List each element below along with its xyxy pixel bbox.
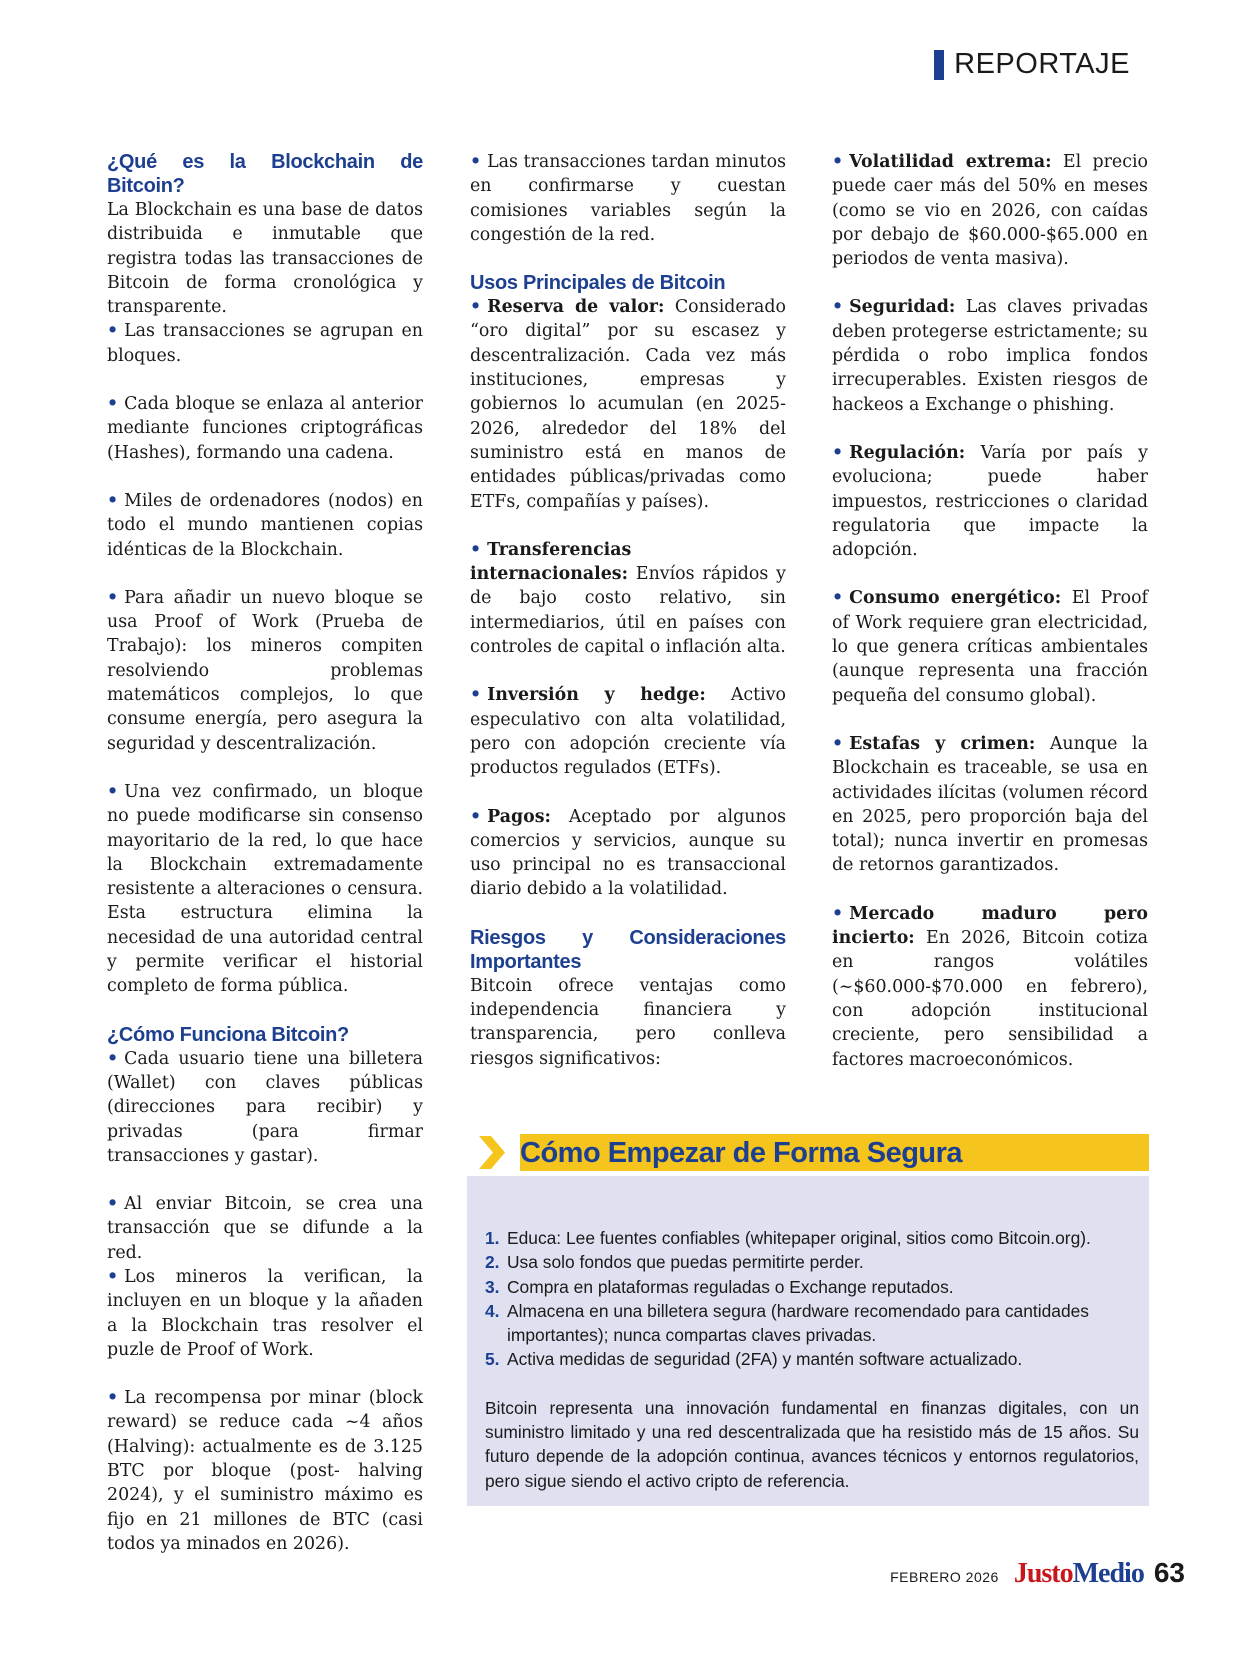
section-tag-bar: [934, 50, 944, 80]
list-item-text: Al enviar Bitcoin, se crea una transacción que se difunde a la red.: [107, 1194, 423, 1263]
list-item: [470, 805, 786, 902]
list-item: [107, 319, 423, 368]
heading-main-uses: Usos Principales de Bitcoin: [470, 272, 726, 295]
step-text: Educa: Lee fuentes confiables (whitepaper original, sitios como Bitcoin.org).: [507, 1228, 1091, 1248]
column-3: [832, 150, 1148, 1072]
item-title: Mercado maduro pero incierto:: [832, 903, 1148, 949]
list-item: [832, 295, 1148, 416]
bullet-icon: •: [832, 297, 844, 318]
item-text: Varía por país y evoluciona; puede haber impuestos, restricciones o claridad regulatoria que impacte la adopción.: [832, 442, 1149, 561]
step-text: Compra en plataformas reguladas o Exchange reputados.: [507, 1276, 954, 1297]
box-body: [467, 1176, 1149, 1506]
item-text: Aceptado por algunos comercios y servicios, aunque su uso principal no es transaccional diario debido a la volatilidad.: [470, 806, 787, 900]
brand-logo-part-1: Justo: [1013, 1558, 1073, 1589]
list-item-text: Cada usuario tiene una billetera (Wallet) con claves públicas (direcciones para recibir) y privadas (para firmar transacciones y gastar).: [107, 1048, 423, 1166]
bullet-icon: •: [470, 685, 482, 706]
bullet-icon: •: [832, 442, 844, 463]
list-item: [107, 780, 423, 999]
step-number: 2.: [485, 1252, 500, 1273]
step-text: Almacena en una billetera segura (hardware recomendado para cantidades importantes); nunca compartas claves privadas.: [507, 1300, 1089, 1346]
step-text: Usa solo fondos que puedas permitirte perder.: [507, 1252, 864, 1273]
step-number: 4.: [485, 1300, 500, 1321]
list-item: [832, 902, 1148, 1072]
item-title: Reserva de valor:: [487, 297, 665, 318]
heading-how-bitcoin-works: ¿Cómo Funciona Bitcoin?: [107, 1023, 349, 1046]
item-text: Las claves privadas deben protegerse estrictamente; su pérdida o robo implica fondos irrecuperables. Existen riesgos de hackeos a Exchange o phishing.: [832, 297, 1149, 415]
list-item-text: Miles de ordenadores (nodos) en todo el mundo mantienen copias idénticas de la Blockchain.: [107, 490, 423, 560]
list-item: [107, 586, 423, 756]
list-item-text: Las transacciones tardan minutos en confirmarse y cuestan comisiones variables según la congestión de la red.: [470, 152, 786, 245]
bullet-icon: •: [470, 297, 482, 318]
bullet-icon: •: [832, 588, 844, 609]
item-text: Activo especulativo con alta volatilidad, pero con adopción creciente vía productos regulados (ETFs).: [470, 685, 787, 779]
step-number: 5.: [485, 1349, 500, 1370]
item-text: Aunque la Blockchain es traceable, se usa en actividades ilícitas (volumen récord en 2025, pero proporción baja del total); nunca invertir en promesas de retornos garantizados.: [832, 733, 1148, 876]
bullet-icon: •: [832, 733, 844, 754]
bullet-icon: •: [107, 1048, 119, 1069]
item-title: Transferencias internacionales:: [470, 539, 632, 585]
item-title: Seguridad:: [849, 297, 956, 318]
list-item: [832, 732, 1148, 878]
list-item-text: Las transacciones se agrupan en bloques.: [107, 321, 423, 366]
bullet-icon: •: [107, 394, 119, 415]
section-label: REPORTAJE: [954, 48, 1130, 80]
page-number: 63: [1153, 1557, 1185, 1588]
list-item: [470, 150, 786, 247]
steps-list: [485, 1226, 1139, 1372]
issue-date: FEBRERO 2026: [890, 1569, 999, 1585]
page-footer: [890, 1557, 1185, 1590]
list-item: [107, 1386, 423, 1556]
bullet-icon: •: [832, 152, 844, 172]
risks-intro: Bitcoin ofrece ventajas como independencia financiera y transparencia, pero conlleva riesgos significativos:: [470, 975, 786, 1069]
list-item: [107, 1047, 423, 1168]
list-item: [107, 392, 423, 465]
step-number: 3.: [485, 1276, 500, 1297]
bullet-icon: •: [832, 903, 844, 924]
safe-start-box: [467, 1134, 1149, 1506]
list-item: [107, 1192, 423, 1265]
list-item: [832, 586, 1148, 707]
bullet-icon: •: [107, 321, 119, 342]
column-1: [107, 150, 423, 1556]
list-item: [470, 538, 786, 659]
blockchain-intro: La Blockchain es una base de datos distribuida e inmutable que registra todas las transacciones de Bitcoin de forma cronológica y transparente.: [107, 200, 423, 318]
box-closing: Bitcoin representa una innovación fundamental en finanzas digitales, con un suministro limitado y una red descentralizada que ha resistido más de 15 años. Su futuro depende de la adopción continua, avances técnicos y entornos regulatorios, pero sigue siendo el activo cripto de referencia.: [485, 1397, 1139, 1491]
bullet-icon: •: [107, 781, 119, 802]
section-tag: [934, 48, 1130, 81]
item-text: En 2026, Bitcoin cotiza en rangos volátiles (~$60.000-$70.000 en febrero), con adopción institucional creciente, pero sensibilidad a factores macroeconómicos.: [832, 928, 1148, 1070]
box-title: Cómo Empezar de Forma Segura: [520, 1137, 963, 1169]
list-item: [107, 1265, 423, 1362]
list-item: [485, 1275, 1139, 1299]
item-text: Envíos rápidos y de bajo costo relativo, sin intermediarios, útil en países con controles de capital o inflación alta.: [470, 564, 786, 658]
box-title-bar: [520, 1134, 1149, 1171]
step-number: 1.: [485, 1228, 500, 1248]
list-item: [470, 295, 786, 514]
step-text: Activa medidas de seguridad (2FA) y mantén software actualizado.: [507, 1349, 1023, 1370]
heading-what-is-blockchain: ¿Qué es la Blockchain de Bitcoin?: [107, 151, 423, 197]
bullet-icon: •: [107, 490, 119, 511]
list-item: [485, 1347, 1139, 1371]
list-item: [832, 441, 1148, 562]
list-item: [485, 1250, 1139, 1274]
list-item: [470, 683, 786, 780]
item-title: Estafas y crimen:: [849, 733, 1036, 754]
list-item-text: Una vez confirmado, un bloque no puede modificarse sin consenso mayoritario de la red, lo que hace la Blockchain extremadamente resistente a alteraciones o censura. Esta estructura elimina la necesidad de una autoridad central y permite verificar el historial completo de forma pública.: [107, 781, 423, 997]
item-title: Inversión y hedge:: [487, 685, 706, 706]
column-2: [470, 150, 786, 1071]
item-title: Pagos:: [487, 806, 551, 827]
bullet-icon: •: [470, 152, 482, 172]
brand-logo-part-2: Medio: [1072, 1558, 1144, 1589]
heading-risks: Riesgos y Consideraciones Importantes: [470, 926, 786, 973]
list-item-text: Para añadir un nuevo bloque se usa Proof of Work (Prueba de Trabajo): los mineros compiten resolviendo problemas matemáticos complejos, lo que consume energía, pero asegura la seguridad y descentralización.: [107, 587, 423, 754]
bullet-icon: •: [107, 1194, 119, 1215]
item-text: El precio puede caer más del 50% en meses (como se vio en 2026, con caídas por debajo de $60.000-$65.000 en periodos de venta masiva).: [832, 152, 1148, 270]
bullet-icon: •: [107, 1388, 119, 1409]
item-title: Regulación:: [849, 442, 966, 463]
item-title: Volatilidad extrema:: [849, 152, 1052, 172]
list-item-text: La recompensa por minar (block reward) se reduce cada ~4 años (Halving): actualmente es de 3.125 BTC por bloque (post- halving 2024), y el suministro máximo es fijo en 21 millones de BTC (casi todos ya minados en 2026).: [107, 1388, 423, 1554]
list-item: [485, 1226, 1139, 1250]
bullet-icon: •: [107, 1266, 119, 1287]
list-item-text: Los mineros la verifican, la incluyen en un bloque y la añaden a la Blockchain tras resolver el puzle de Proof of Work.: [107, 1266, 423, 1360]
list-item: [832, 150, 1148, 271]
list-item-text: Cada bloque se enlaza al anterior mediante funciones criptográficas (Hashes), formando una cadena.: [107, 394, 423, 463]
item-text: Considerado “oro digital” por su escasez y descentralización. Cada vez más instituciones, empresas y gobiernos lo acumulan (en 2025-2026, alrededor del 18% del suministro está en manos de entidades públicas/privadas como ETFs, compañías y países).: [470, 297, 786, 512]
bullet-icon: •: [470, 539, 482, 560]
list-item: [107, 489, 423, 562]
bullet-icon: •: [470, 806, 482, 827]
item-title: Consumo energético:: [849, 588, 1062, 609]
bullet-icon: •: [107, 587, 119, 608]
list-item: [485, 1299, 1139, 1348]
item-text: El Proof of Work requiere gran electricidad, lo que genera críticas ambientales (aunque representa una fracción pequeña del consumo global).: [832, 588, 1148, 706]
